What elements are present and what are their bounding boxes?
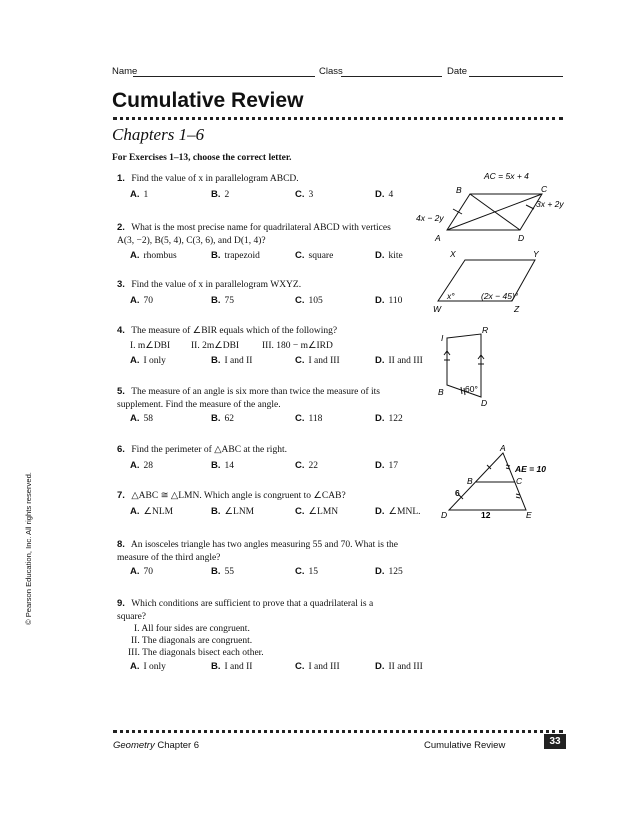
option-a[interactable]: A. 70 xyxy=(130,566,153,577)
question-number: 7. xyxy=(117,490,125,501)
fig3-vertex-z: Z xyxy=(514,304,520,314)
instructions: For Exercises 1–13, choose the correct letter. xyxy=(112,153,292,163)
option-d[interactable]: D. 122 xyxy=(375,413,403,424)
fig1-vertex-c: C xyxy=(541,184,548,194)
option-c[interactable]: C. I and III xyxy=(295,661,340,672)
question-number: 6. xyxy=(117,444,125,455)
fig6-six-label: 6 xyxy=(455,488,460,498)
option-b[interactable]: B. 75 xyxy=(211,295,234,306)
fig6-vertex-a: A xyxy=(500,443,506,453)
figure-triangle-ade xyxy=(449,453,526,510)
fig6-vertex-c: C xyxy=(516,476,523,486)
figure-quadrilateral-irdb xyxy=(444,334,484,397)
option-d[interactable]: D. 110 xyxy=(375,295,403,306)
fig3-angle-x: x° xyxy=(447,291,455,301)
statement-1: I. All four sides are congruent. xyxy=(134,624,250,634)
footer-book: Geometry xyxy=(113,740,155,751)
option-d[interactable]: D. kite xyxy=(375,250,403,261)
option-a[interactable]: A. ∠NLM xyxy=(130,506,174,517)
question-number: 5. xyxy=(117,386,125,397)
fig6-ae-label: AE = 10 xyxy=(515,464,546,474)
name-label: Name xyxy=(112,66,138,77)
option-a[interactable]: A. 1 xyxy=(130,189,149,200)
option-b[interactable]: B. 55 xyxy=(211,566,234,577)
fig4-angle-60: 60° xyxy=(465,384,478,394)
statement-1: I. m∠DBI xyxy=(130,341,171,351)
question-text: △ABC ≅ △LMN. Which angle is congruent to ∠CAB? xyxy=(131,491,346,501)
question-text: The measure of an angle is six more than twice the measure of its supplement. Find the measure of the angle. xyxy=(117,387,380,410)
option-b[interactable]: B. I and II xyxy=(211,661,253,672)
fig4-vertex-i: I xyxy=(441,333,444,343)
copyright: © Pearson Education, Inc. All rights reserved. xyxy=(24,472,33,625)
date-label: Date xyxy=(447,66,468,77)
option-b[interactable]: B. 14 xyxy=(211,460,234,471)
fig6-vertex-b: B xyxy=(467,476,473,486)
option-a[interactable]: A. I only xyxy=(130,355,166,366)
fig3-vertex-x: X xyxy=(450,249,456,259)
class-label: Class xyxy=(319,66,343,77)
question-number: 8. xyxy=(117,539,125,550)
option-a[interactable]: A. 28 xyxy=(130,460,153,471)
question-number: 3. xyxy=(117,279,125,290)
option-a[interactable]: A. 58 xyxy=(130,413,153,424)
question-number: 9. xyxy=(117,598,125,609)
question-text: Find the value of x in parallelogram ABCD. xyxy=(131,174,299,184)
fig4-vertex-b: B xyxy=(438,387,444,397)
fig1-vertex-b: B xyxy=(456,185,462,195)
option-c[interactable]: C. 22 xyxy=(295,460,318,471)
option-c[interactable]: C. 105 xyxy=(295,295,323,306)
fig1-equation: AC = 5x + 4 xyxy=(484,171,529,181)
fig6-vertex-e: E xyxy=(526,510,532,520)
option-d[interactable]: D. ∠MNL. xyxy=(375,506,421,517)
fig3-vertex-w: W xyxy=(433,304,442,314)
statement-3: III. The diagonals bisect each other. xyxy=(128,648,264,658)
option-c[interactable]: C. 118 xyxy=(295,413,323,424)
option-d[interactable]: D. 4 xyxy=(375,189,394,200)
question-text: Which conditions are sufficient to prove that a quadrilateral is a square? xyxy=(117,599,374,622)
question-number: 1. xyxy=(117,173,125,184)
fig6-vertex-d: D xyxy=(441,510,448,520)
option-c[interactable]: C. square xyxy=(295,250,334,261)
option-b[interactable]: B. 62 xyxy=(211,413,234,424)
fig1-vertex-a: A xyxy=(435,233,441,243)
page-subtitle: Chapters 1–6 xyxy=(112,125,205,144)
footer-right: Cumulative Review xyxy=(424,740,506,751)
option-d[interactable]: D. 125 xyxy=(375,566,403,577)
option-a[interactable]: A. 70 xyxy=(130,295,153,306)
fig1-right-label: 3x + 2y xyxy=(536,199,564,209)
statement-3: III. 180 − m∠IRD xyxy=(262,341,333,351)
page-title: Cumulative Review xyxy=(112,89,304,112)
fig4-vertex-r: R xyxy=(482,325,489,335)
option-a[interactable]: A. I only xyxy=(130,661,166,672)
option-c[interactable]: C. 3 xyxy=(295,189,314,200)
option-c[interactable]: C. 15 xyxy=(295,566,318,577)
question-number: 2. xyxy=(117,222,125,233)
footer-divider xyxy=(113,730,563,733)
option-d[interactable]: D. II and III xyxy=(375,661,423,672)
figure-parallelogram-abcd xyxy=(447,194,542,230)
option-b[interactable]: B. I and II xyxy=(211,355,253,366)
question-text: The measure of ∠BIR equals which of the following? xyxy=(131,326,338,336)
question-text: Find the perimeter of △ABC at the right. xyxy=(131,445,287,455)
option-d[interactable]: D. 17 xyxy=(375,460,398,471)
fig6-twelve-label: 12 xyxy=(481,510,491,520)
option-c[interactable]: C. I and III xyxy=(295,355,340,366)
question-number: 4. xyxy=(117,325,125,336)
option-d[interactable]: D. II and III xyxy=(375,355,423,366)
fig3-vertex-y: Y xyxy=(533,249,539,259)
statement-2: II. The diagonals are congruent. xyxy=(131,636,253,646)
option-a[interactable]: A. rhombus xyxy=(130,250,177,261)
question-text: What is the most precise name for quadrilateral ABCD with vertices A(3, −2), B(5, 4), C(3, 6), and D(1, 4)? xyxy=(117,223,391,246)
fig4-vertex-d: D xyxy=(481,398,488,408)
question-text: An isosceles triangle has two angles measuring 55 and 70. What is the measure of the third angle? xyxy=(117,540,398,563)
option-c[interactable]: C. ∠LMN xyxy=(295,506,339,517)
fig3-angle-2x: (2x − 45)° xyxy=(481,291,519,301)
footer-left xyxy=(113,740,199,751)
option-b[interactable]: B. ∠LNM xyxy=(211,506,255,517)
fig1-vertex-d: D xyxy=(518,233,525,243)
option-b[interactable]: B. trapezoid xyxy=(211,250,260,261)
question-text: Find the value of x in parallelogram WXYZ. xyxy=(131,280,302,290)
footer-chapter: Chapter 6 xyxy=(154,740,200,751)
option-b[interactable]: B. 2 xyxy=(211,189,230,200)
page-number: 33 xyxy=(544,734,566,749)
fig1-left-label: 4x − 2y xyxy=(416,213,444,223)
statement-2: II. 2m∠DBI xyxy=(191,341,240,351)
